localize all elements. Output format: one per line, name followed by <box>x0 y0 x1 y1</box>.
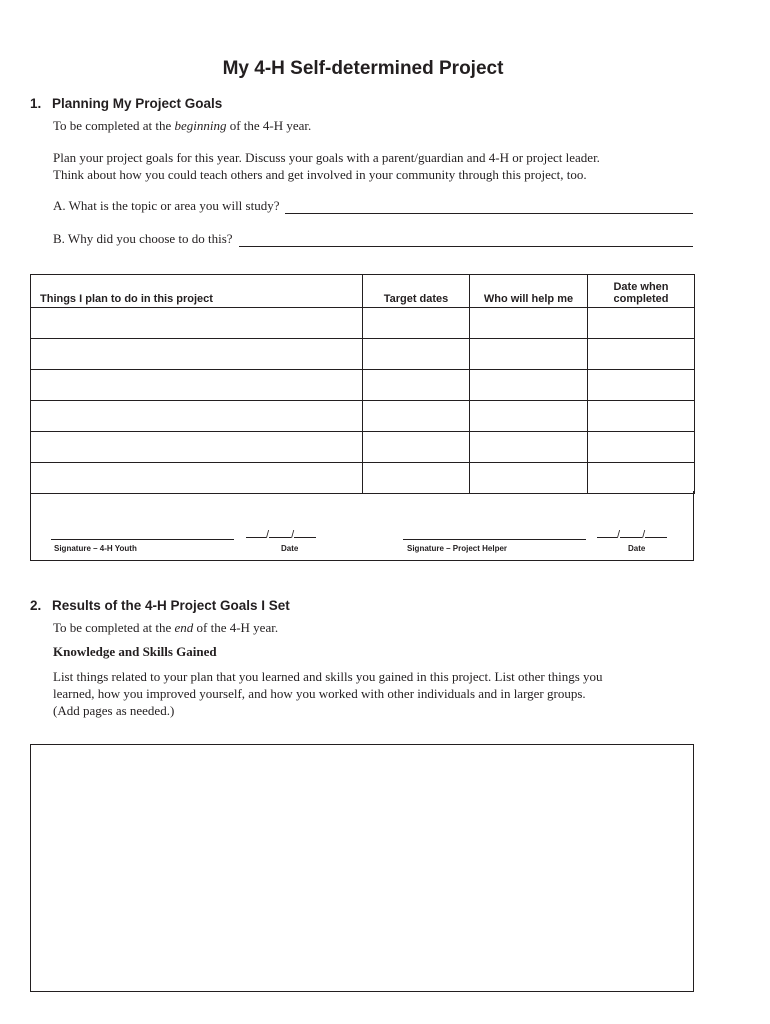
section1-title: Planning My Project Goals <box>52 96 223 111</box>
table-row <box>31 339 695 370</box>
helper-date-label: Date <box>628 544 646 553</box>
table-cell[interactable] <box>31 370 363 401</box>
section2-number: 2. <box>30 598 42 613</box>
section1-timing <box>53 117 713 134</box>
table-cell[interactable] <box>31 339 363 370</box>
table-cell[interactable] <box>363 432 470 463</box>
col-header-date-completed-line2: completed <box>613 293 669 305</box>
timing-emphasis: beginning <box>174 118 227 133</box>
date-slash: / <box>642 529 646 541</box>
table-row <box>31 401 695 432</box>
timing-emphasis: end <box>174 620 194 635</box>
youth-signature-line[interactable] <box>51 539 234 540</box>
instructions-line: learned, how you improved yourself, and how you worked with other individuals and in larger groups. <box>53 686 586 701</box>
timing-prefix: To be completed at the <box>53 118 175 133</box>
section2-heading <box>30 598 290 613</box>
section2-title: Results of the 4-H Project Goals I Set <box>52 598 290 613</box>
youth-date-label: Date <box>281 544 299 553</box>
table-cell[interactable] <box>470 370 588 401</box>
question-b-answer-line[interactable] <box>239 235 693 247</box>
table-cell[interactable] <box>363 308 470 339</box>
helper-date-line[interactable] <box>597 527 667 541</box>
col-header-who-will-help: Who will help me <box>470 275 588 308</box>
col-header-things: Things I plan to do in this project <box>31 275 363 308</box>
knowledge-skills-answer-box[interactable] <box>30 744 694 992</box>
instructions-line: (Add pages as needed.) <box>53 703 175 718</box>
col-header-date-completed-line1: Date when <box>613 281 669 293</box>
col-header-target-dates: Target dates <box>363 275 470 308</box>
table-cell[interactable] <box>31 401 363 432</box>
instructions-line: Plan your project goals for this year. Discuss your goals with a parent/guardian and 4-H or project leader. <box>53 150 600 165</box>
question-a-label: A. What is the topic or area you will study? <box>53 198 280 213</box>
table-cell[interactable] <box>470 339 588 370</box>
section1-heading <box>30 96 222 111</box>
section2-timing <box>53 619 713 636</box>
youth-signature-label: Signature – 4-H Youth <box>54 544 137 553</box>
table-cell[interactable] <box>31 463 363 494</box>
date-slash: / <box>617 529 621 541</box>
table-cell[interactable] <box>31 432 363 463</box>
table-row <box>31 308 695 339</box>
project-plan-table <box>30 274 695 494</box>
instructions-line: List things related to your plan that you learned and skills you gained in this project. List other things you <box>53 669 603 684</box>
table-row <box>31 432 695 463</box>
table-cell[interactable] <box>588 463 695 494</box>
page-title: My 4-H Self-determined Project <box>222 58 504 79</box>
table-cell[interactable] <box>31 308 363 339</box>
table-cell[interactable] <box>470 463 588 494</box>
section2-instructions <box>53 668 713 719</box>
table-cell[interactable] <box>470 432 588 463</box>
youth-date-line[interactable] <box>246 527 316 541</box>
table-cell[interactable] <box>363 339 470 370</box>
question-b <box>53 231 693 247</box>
section1-number: 1. <box>30 96 42 111</box>
question-a-answer-line[interactable] <box>285 202 693 214</box>
table-cell[interactable] <box>363 463 470 494</box>
table-cell[interactable] <box>363 401 470 432</box>
table-cell[interactable] <box>588 339 695 370</box>
helper-signature-line[interactable] <box>403 539 586 540</box>
section1-instructions <box>53 149 713 183</box>
timing-suffix: of the 4-H year. <box>226 118 312 133</box>
timing-prefix: To be completed at the <box>53 620 175 635</box>
timing-suffix: of the 4-H year. <box>193 620 279 635</box>
table-header-row <box>31 275 695 308</box>
date-slash: / <box>291 529 295 541</box>
col-header-date-completed <box>588 275 695 308</box>
helper-signature-label: Signature – Project Helper <box>407 544 508 553</box>
table-cell[interactable] <box>363 370 470 401</box>
signature-area <box>30 491 694 561</box>
table-cell[interactable] <box>588 401 695 432</box>
question-b-label: B. Why did you choose to do this? <box>53 231 233 246</box>
table-row <box>31 370 695 401</box>
table-row <box>31 463 695 494</box>
table-cell[interactable] <box>588 432 695 463</box>
knowledge-skills-subheading: Knowledge and Skills Gained <box>53 644 217 659</box>
table-cell[interactable] <box>588 370 695 401</box>
date-slash: / <box>266 529 270 541</box>
table-cell[interactable] <box>470 308 588 339</box>
table-cell[interactable] <box>588 308 695 339</box>
question-a <box>53 198 693 214</box>
instructions-line: Think about how you could teach others and get involved in your community through this project, too. <box>53 167 587 182</box>
table-cell[interactable] <box>470 401 588 432</box>
